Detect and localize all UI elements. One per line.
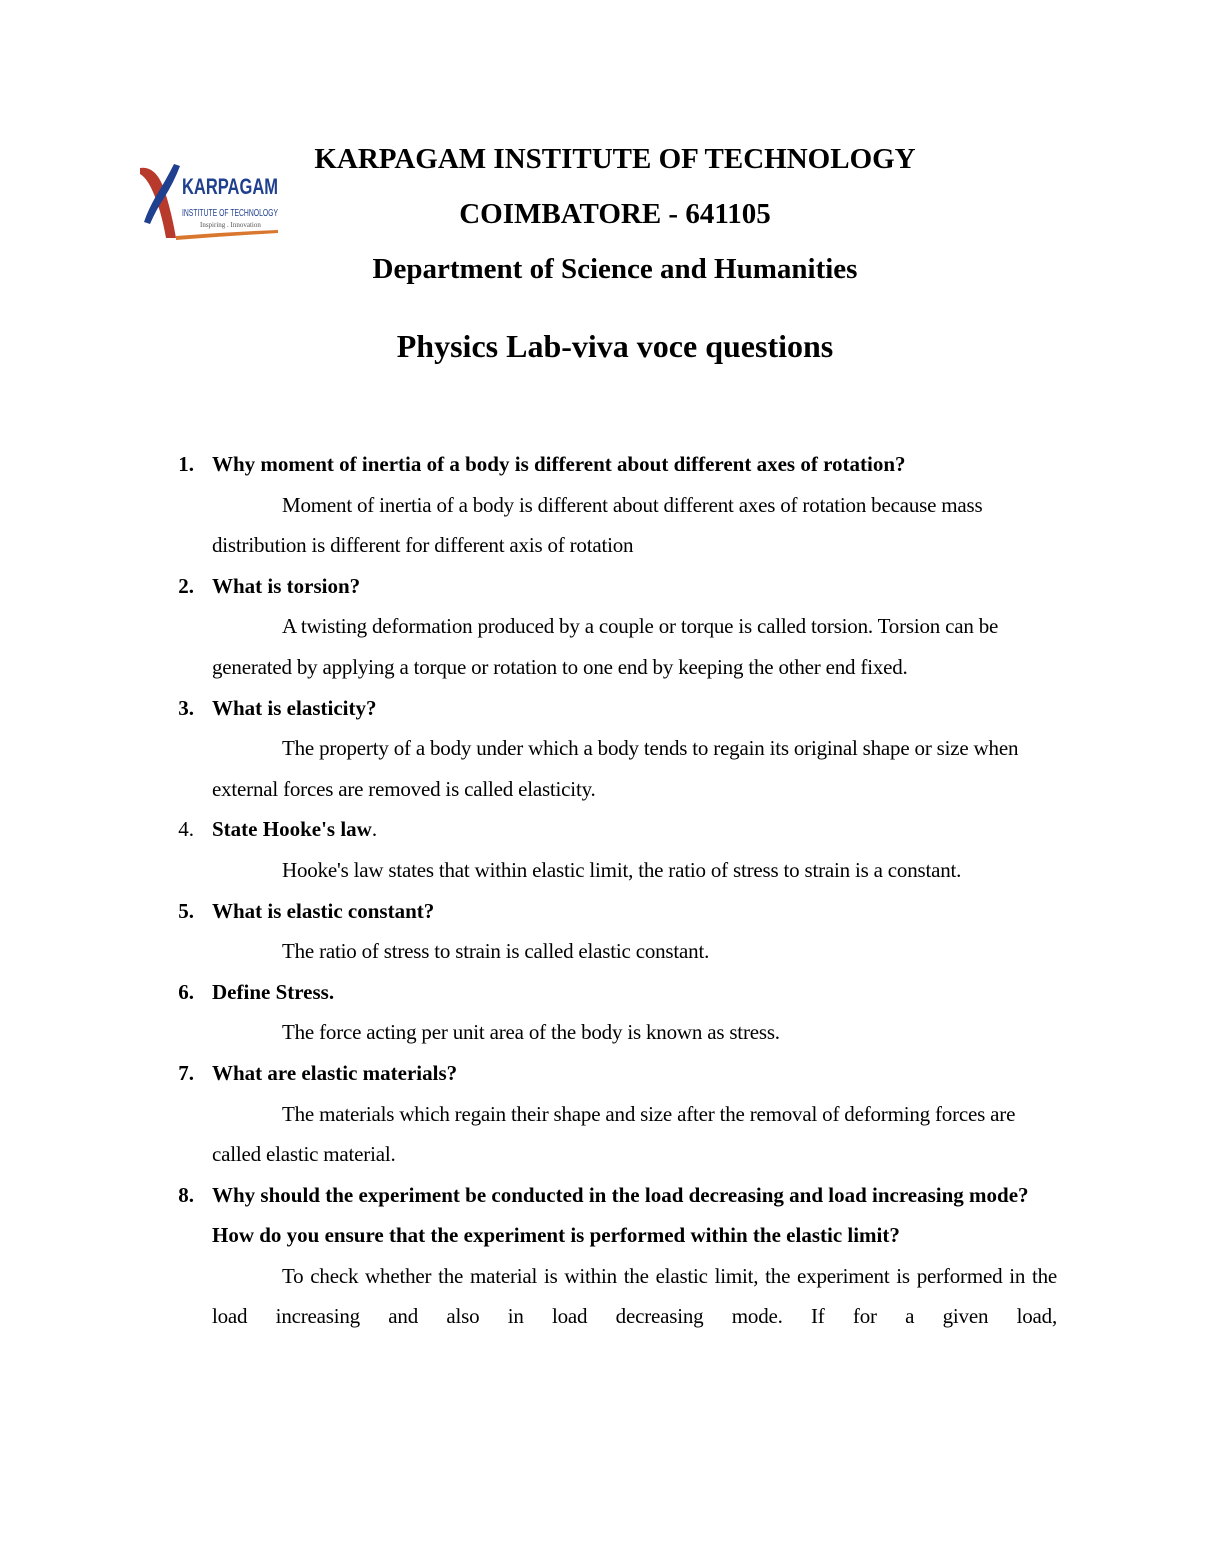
question-number: 6. <box>178 979 194 1004</box>
department-name: Department of Science and Humanities <box>372 253 858 285</box>
question-text: Why moment of inertia of a body is different about different axes of rotation? <box>212 452 906 476</box>
page-title: Physics Lab-viva voce questions <box>396 328 834 364</box>
institute-city: COIMBATORE - 641105 <box>459 198 771 230</box>
question-number: 2. <box>178 573 194 598</box>
question-text: What are elastic materials? <box>212 1060 458 1085</box>
logo-sub-text: INSTITUTE OF TECHNOLOGY <box>182 208 279 219</box>
question-text: Define Stress. <box>212 979 335 1004</box>
answer-text: The force acting per unit area of the body is known as stress. <box>282 1020 780 1045</box>
answer-text: The materials which regain their shape and size after the removal of deforming forces are called elastic material. <box>212 1101 1016 1167</box>
institute-name: KARPAGAM INSTITUTE OF TECHNOLOGY <box>314 143 916 175</box>
question-number: 8. <box>178 1182 194 1207</box>
list-item <box>0 1175 1200 1378</box>
question-number: 5. <box>178 898 194 923</box>
answer-text: Moment of inertia of a body is different about different axes of rotation because mass distribution is different for different axis of rotation <box>212 492 983 558</box>
list-item <box>0 972 1200 1053</box>
question-number: 3. <box>178 695 194 720</box>
list-item <box>0 688 1200 810</box>
answer-text: Hooke's law states that within elastic limit, the ratio of stress to strain is a constant. <box>282 857 962 882</box>
list-item <box>0 891 1200 972</box>
question-text: What is elastic constant? <box>212 898 435 923</box>
question-number: 4. <box>178 817 194 842</box>
list-item <box>0 1053 1200 1175</box>
question-list <box>0 444 1200 1378</box>
answer-text: The ratio of stress to strain is called elastic constant. <box>282 939 710 964</box>
list-item <box>0 566 1200 688</box>
question-text: State Hooke's law. <box>212 817 378 842</box>
answer-text: A twisting deformation produced by a couple or torque is called torsion. Torsion can be generated by applying a torque or rotation to one end by keeping the other end fixed. <box>212 614 999 679</box>
answer-text: To check whether the material is within the elastic limit, the experiment is performed in the load increasing and also in load decreasing mode. If for a given load, <box>212 1263 1057 1329</box>
list-item <box>0 444 1200 566</box>
answer-text: The property of a body under which a body tends to regain its original shape or size when external forces are removed is called elasticity. <box>212 736 1019 801</box>
question-number: 7. <box>178 1060 194 1085</box>
logo-brand-text: KARPAGAM <box>182 174 278 199</box>
question-text: What is torsion? <box>212 573 361 598</box>
question-text: Why should the experiment be conducted in the load decreasing and load increasing mode? How do you ensure that the experiment is performed within the elastic limit? <box>212 1182 1029 1248</box>
list-item <box>0 809 1200 890</box>
question-text: What is elasticity? <box>212 695 377 720</box>
question-number: 1. <box>178 452 194 476</box>
logo-tagline: Inspiring . Innovation <box>200 221 261 229</box>
